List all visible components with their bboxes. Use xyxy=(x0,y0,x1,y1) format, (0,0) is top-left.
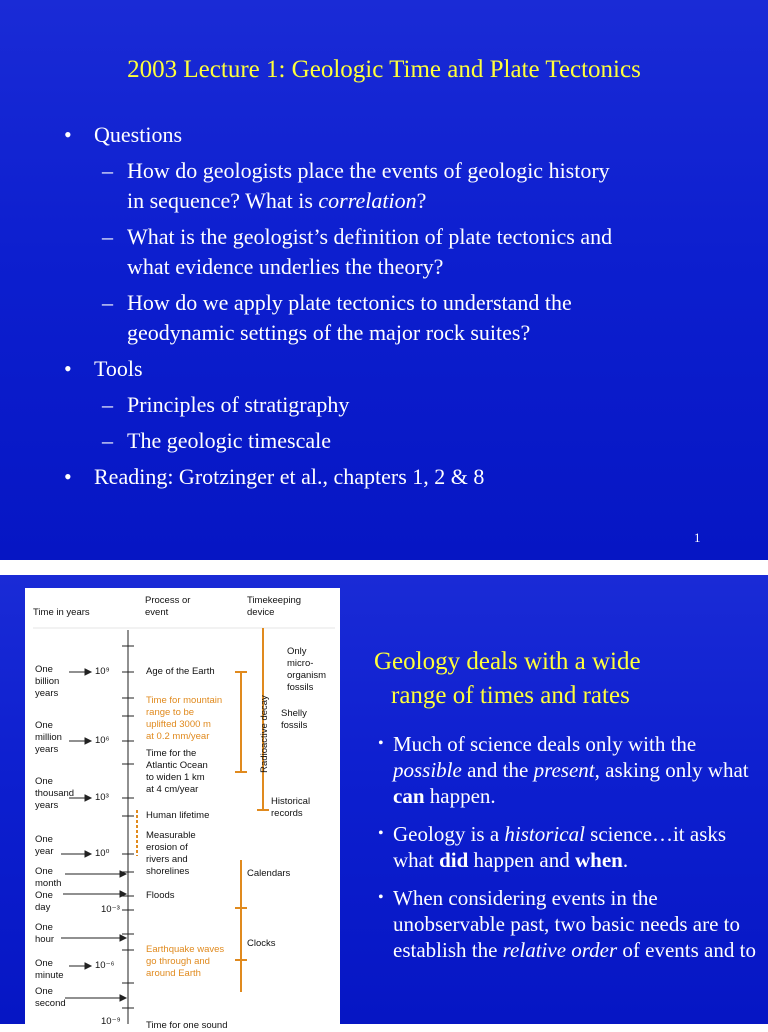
sub-text: in sequence? What is xyxy=(127,188,319,213)
sub-emphasis: correlation xyxy=(318,188,417,213)
bullet-text: , asking only what xyxy=(594,758,749,782)
time-label-million: One million years xyxy=(35,720,62,755)
bullet-label: Questions xyxy=(94,122,182,147)
header-time: Time in years xyxy=(33,607,90,618)
time-label-second: One second xyxy=(35,986,66,1009)
event-floods: Floods xyxy=(146,890,175,901)
sub-line: what evidence underlies the theory? xyxy=(127,254,444,279)
event-age-of-earth: Age of the Earth xyxy=(146,666,215,677)
event-human-lifetime: Human lifetime xyxy=(146,810,210,821)
sub-line: How do we apply plate tectonics to understand the xyxy=(127,290,572,315)
slide-2 xyxy=(0,575,768,1031)
bullet-past-events xyxy=(378,885,758,963)
bullet-glyph: • xyxy=(64,464,72,489)
bullet-reading xyxy=(64,462,612,492)
time-label-minute: One minute xyxy=(35,958,64,981)
time-label-hour: One hour xyxy=(35,922,55,945)
sub-bullet-question-2 xyxy=(64,222,612,282)
bullet-text: of events and to xyxy=(617,938,756,962)
event-earthquake-waves: Earthquake waves go through and around Earth xyxy=(146,944,225,979)
title-line: range of times and rates xyxy=(391,682,630,709)
sub-line: Principles of stratigraphy xyxy=(127,392,350,417)
power-minus-9: 10⁻⁹ xyxy=(101,1016,121,1027)
dash-glyph: – xyxy=(102,224,113,249)
bullet-emphasis: present xyxy=(533,758,595,782)
device-historical-records: Historical records xyxy=(271,796,311,819)
bullet-text: Geology is a xyxy=(393,822,505,846)
sub-bullet-question-3 xyxy=(64,288,612,348)
sub-bullet-question-1 xyxy=(64,156,612,216)
event-mountain-uplift: Time for mountain range to be uplifted 3000 m at 0.2 mm/year xyxy=(146,695,223,742)
bullet-label: Reading: Grotzinger et al., chapters 1, 2 & 8 xyxy=(94,464,485,489)
power-9: 10⁹ xyxy=(95,666,110,677)
time-label-year: One year xyxy=(35,834,54,857)
bullet-glyph: • xyxy=(378,825,384,842)
bullet-list xyxy=(64,120,612,498)
bullet-bold: when xyxy=(575,848,623,872)
slide-title: 2003 Lecture 1: Geologic Time and Plate Tectonics xyxy=(127,56,641,83)
event-sound: Time for one sound xyxy=(146,1020,228,1031)
slide-2-bullets xyxy=(378,731,758,975)
bullet-bold: can xyxy=(393,784,425,808)
bullet-emphasis: relative order xyxy=(502,938,618,962)
bullet-glyph: • xyxy=(64,356,72,381)
sub-line: The geologic timescale xyxy=(127,428,332,453)
bullet-tools xyxy=(64,354,612,384)
time-label-billion: One billion years xyxy=(35,664,60,699)
dash-glyph: – xyxy=(102,158,113,183)
bullet-glyph: • xyxy=(378,889,384,906)
sub-bullet-tools-1 xyxy=(64,390,612,420)
power-3: 10³ xyxy=(95,792,109,803)
dash-glyph: – xyxy=(102,428,113,453)
bullet-text: and the xyxy=(461,758,534,782)
bullet-text: When considering events in the unobservable past, two basic needs are to establish the xyxy=(393,886,740,962)
sub-line: What is the geologist’s definition of plate tectonics and xyxy=(127,224,613,249)
timescale-figure xyxy=(25,588,340,1031)
sub-text: ? xyxy=(416,188,427,213)
bullet-text: science…it asks what xyxy=(393,822,727,872)
title-line: Geology deals with a wide xyxy=(374,648,641,675)
bullet-label: Tools xyxy=(94,356,143,381)
dash-glyph: – xyxy=(102,392,113,417)
bullet-text: . xyxy=(622,848,629,872)
bullet-emphasis: historical xyxy=(504,822,585,846)
device-microorganism-fossils: Only micro- organism fossils xyxy=(287,646,327,693)
header-process: Process or event xyxy=(145,595,191,618)
sub-line xyxy=(127,186,612,216)
bullet-questions xyxy=(64,120,612,150)
power-minus-3: 10⁻³ xyxy=(101,904,120,915)
bullet-text: happen and xyxy=(468,848,575,872)
event-atlantic-widening: Time for the Atlantic Ocean to widen 1 km at 4 cm/year xyxy=(146,748,208,795)
bullet-science xyxy=(378,731,758,809)
dash-glyph: – xyxy=(102,290,113,315)
sub-line: geodynamic settings of the major rock suites? xyxy=(127,320,531,345)
device-calendars: Calendars xyxy=(247,868,291,879)
sub-line: How do geologists place the events of geologic history xyxy=(127,158,610,183)
bullet-text: happen. xyxy=(424,784,496,808)
bullet-bold: did xyxy=(439,848,469,872)
event-erosion: Measurable erosion of rivers and shorelines xyxy=(146,830,196,877)
power-0: 10⁰ xyxy=(95,848,110,859)
slide-2-title xyxy=(374,645,754,713)
time-label-month: One month xyxy=(35,866,62,889)
power-6: 10⁶ xyxy=(95,735,110,746)
sub-bullet-tools-2 xyxy=(64,426,612,456)
time-label-day: One day xyxy=(35,890,53,913)
bullet-glyph: • xyxy=(64,122,72,147)
device-shelly-fossils: Shelly fossils xyxy=(281,708,308,731)
bullet-text: Much of science deals only with the xyxy=(393,732,697,756)
bullet-glyph: • xyxy=(378,735,384,752)
time-label-thousand: One thousand years xyxy=(35,776,75,811)
device-radioactive-decay: Radioactive decay xyxy=(259,695,270,773)
power-minus-6: 10⁻⁶ xyxy=(95,960,115,971)
header-device: Timekeeping device xyxy=(247,595,302,618)
device-clocks: Clocks xyxy=(247,938,276,949)
bullet-geology-historical xyxy=(378,821,758,873)
bullet-emphasis: possible xyxy=(393,758,462,782)
page-number: 1 xyxy=(694,530,701,545)
